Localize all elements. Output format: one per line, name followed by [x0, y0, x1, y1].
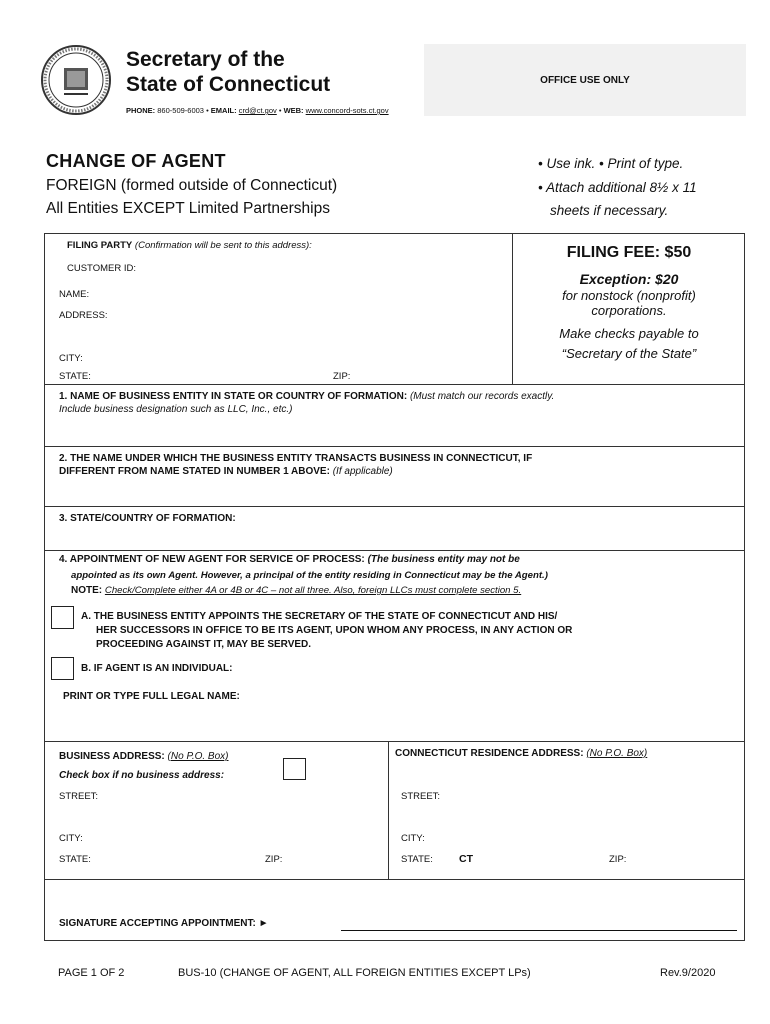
payable-note-2: “Secretary of the State” [561, 346, 697, 361]
address-label[interactable]: ADDRESS: [59, 310, 108, 321]
section-2-heading-2: DIFFERENT FROM NAME STATED IN NUMBER 1 ABOVE: [59, 466, 330, 477]
fee-exception: Exception: $20 [579, 271, 679, 287]
signature-label: SIGNATURE ACCEPTING APPOINTMENT: ► [59, 918, 269, 929]
section-2-heading-1: 2. THE NAME UNDER WHICH THE BUSINESS ENTITY TRANSACTS BUSINESS IN CONNECTICUT, IF [59, 453, 533, 464]
state-label[interactable]: STATE: [59, 371, 91, 382]
section-1-note: (Must match our records exactly. [409, 391, 555, 402]
office-use-label: OFFICE USE ONLY [540, 74, 630, 86]
section-4-header [59, 552, 548, 599]
instruction-line-2: • Attach additional 8½ x 11 [538, 180, 697, 195]
section-2[interactable] [59, 452, 532, 478]
web-label: WEB: [283, 106, 304, 115]
state-seal-logo [40, 44, 112, 116]
section-1-note-2: Include business designation such as LLC, Inc., etc.) [59, 404, 293, 415]
option-a-checkbox[interactable] [51, 606, 74, 629]
filing-fee: FILING FEE: $50 [566, 244, 692, 261]
zip-label[interactable]: ZIP: [333, 371, 351, 382]
section-1-heading: 1. NAME OF BUSINESS ENTITY IN STATE OR COUNTRY OF FORMATION: [59, 391, 408, 402]
full-legal-name-label[interactable]: PRINT OR TYPE FULL LEGAL NAME: [63, 691, 240, 702]
office-use-box [424, 44, 746, 116]
ct-street-label[interactable]: STREET: [401, 791, 441, 802]
business-address-heading: BUSINESS ADDRESS: [59, 751, 165, 762]
org-name-line2: State of Connecticut [126, 73, 331, 96]
ct-city-label[interactable]: CITY: [401, 833, 425, 844]
form-subtitle-1: FOREIGN (formed outside of Connecticut) [46, 177, 338, 194]
ct-residence-label [395, 747, 647, 760]
section-4-instruction: Check/Complete either 4A or 4B or 4C – not all three. Also, foreign LLCs must complete section 5. [104, 585, 522, 596]
ct-residence-note: (No P.O. Box) [586, 748, 648, 759]
option-a-line2: HER SUCCESSORS IN OFFICE TO BE ITS AGENT, UPON WHOM ANY PROCESS, IN ANY ACTION OR [96, 625, 573, 636]
section-4-heading: 4. APPOINTMENT OF NEW AGENT FOR SERVICE OF PROCESS: [59, 554, 365, 565]
instruction-line-3: sheets if necessary. [550, 203, 669, 218]
business-zip-label[interactable]: ZIP: [265, 854, 283, 865]
filing-party-label: FILING PARTY [67, 240, 133, 251]
fee-box [513, 244, 745, 361]
business-address-note: (No P.O. Box) [167, 751, 229, 762]
filing-party-heading [67, 240, 312, 251]
org-name-line1: Secretary of the [126, 48, 285, 71]
section-1[interactable] [59, 390, 554, 416]
option-a-line1: A. THE BUSINESS ENTITY APPOINTS THE SECRETARY OF THE STATE OF CONNECTICUT AND HIS/ [81, 611, 558, 622]
email-link[interactable]: crd@ct.gov [238, 106, 277, 115]
ct-state-label[interactable]: STATE: [401, 854, 433, 865]
no-business-address-checkbox[interactable] [283, 758, 306, 780]
customer-id-label[interactable]: CUSTOMER ID: [67, 263, 136, 274]
business-address-label [59, 750, 229, 763]
section-2-note: (If applicable) [332, 466, 393, 477]
form-id: BUS-10 (CHANGE OF AGENT, ALL FOREIGN ENTITIES EXCEPT LPs) [178, 967, 531, 979]
ct-residence-heading: CONNECTICUT RESIDENCE ADDRESS: [395, 748, 584, 759]
filing-party-note: (Confirmation will be sent to this address): [134, 240, 312, 251]
no-business-address-label: Check box if no business address: [59, 770, 225, 781]
contact-line: PHONE: 860-509-6003 • EMAIL: crd@ct.gov • WEB: www.concord-sots.ct.gov [126, 106, 389, 115]
ct-zip-label[interactable]: ZIP: [609, 854, 627, 865]
payable-note-1: Make checks payable to [559, 326, 699, 341]
section-4-note-2: appointed as its own Agent. However, a principal of the entity residing in Connecticut may be the Agent.) [71, 569, 548, 581]
name-label[interactable]: NAME: [59, 289, 90, 300]
option-b-checkbox[interactable] [51, 657, 74, 680]
city-label[interactable]: CITY: [59, 353, 83, 364]
ct-state-value: CT [459, 853, 473, 865]
option-a-line3: PROCEEDING AGAINST IT, MAY BE SERVED. [96, 639, 312, 650]
fee-note-1: for nonstock (nonprofit) [562, 288, 696, 303]
business-state-label[interactable]: STATE: [59, 854, 91, 865]
option-a-text [81, 610, 572, 652]
note-label: NOTE: [71, 585, 103, 596]
phone-label: PHONE: [126, 106, 156, 115]
web-link[interactable]: www.concord-sots.ct.gov [305, 106, 389, 115]
fee-note-2: corporations. [591, 303, 667, 318]
revision: Rev.9/2020 [660, 967, 716, 979]
business-city-label[interactable]: CITY: [59, 833, 83, 844]
business-street-label[interactable]: STREET: [59, 791, 99, 802]
phone-number: 860-509-6003 [157, 106, 204, 115]
section-3[interactable]: 3. STATE/COUNTRY OF FORMATION: [59, 513, 236, 524]
form-subtitle-2: All Entities EXCEPT Limited Partnerships [46, 200, 330, 217]
instruction-line-1: • Use ink. • Print of type. [538, 156, 684, 171]
section-4-note-1: (The business entity may not be [367, 554, 520, 565]
form-body [44, 233, 745, 941]
page-number: PAGE 1 OF 2 [58, 967, 125, 979]
option-b-text: B. IF AGENT IS AN INDIVIDUAL: [81, 663, 233, 674]
email-label: EMAIL: [210, 106, 237, 115]
form-title: CHANGE OF AGENT [46, 151, 226, 171]
signature-line[interactable] [341, 930, 737, 931]
